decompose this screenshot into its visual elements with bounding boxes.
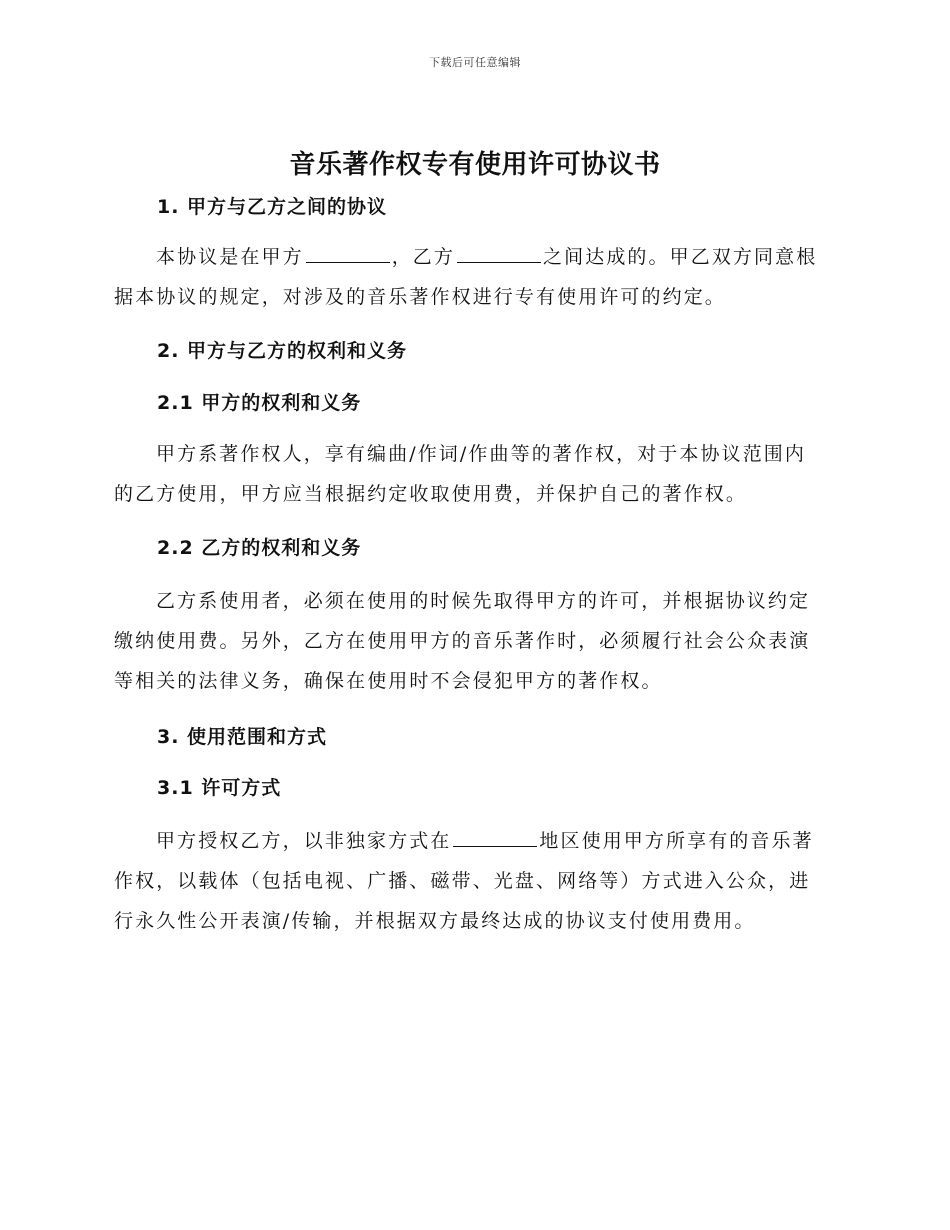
section-2-2-paragraph (114, 581, 830, 701)
section-1-heading: 1. 甲方与乙方之间的协议 (157, 196, 388, 218)
document-title: 音乐著作权专有使用许可协议书 (289, 150, 661, 180)
paragraph-line: 甲方系著作权人，享有编曲/作词/作曲等的著作权，对于本协议范围内 (156, 443, 807, 465)
paragraph-line (114, 237, 830, 277)
section-2-1-heading: 2.1 甲方的权利和义务 (157, 392, 362, 414)
section-3-1-paragraph (114, 821, 830, 941)
section-2-heading: 2. 甲方与乙方的权利和义务 (157, 340, 408, 362)
party-b-blank (457, 244, 541, 263)
section-3-1-heading: 3.1 许可方式 (157, 777, 282, 799)
paragraph-line: 乙方系使用者，必须在使用的时候先取得甲方的许可，并根据协议约定 (156, 590, 811, 612)
text-segment: 之间达成的。甲乙双方同意根 (543, 246, 818, 268)
section-2-1-paragraph (114, 434, 830, 514)
paragraph-line: 据本协议的规定，对涉及的音乐著作权进行专有使用许可的约定。 (114, 286, 726, 308)
text-segment: 甲方授权乙方，以非独家方式在 (156, 830, 452, 852)
paragraph-line: 的乙方使用，甲方应当根据约定收取使用费，并保护自己的著作权。 (114, 483, 748, 505)
text-segment: 本协议是在甲方 (156, 246, 304, 268)
party-a-blank (306, 244, 390, 263)
section-2-2-heading: 2.2 乙方的权利和义务 (157, 537, 362, 559)
section-1-paragraph (114, 237, 830, 317)
text-segment: 地区使用甲方所享有的音乐著 (539, 830, 814, 852)
region-blank (453, 828, 537, 847)
section-3-heading: 3. 使用范围和方式 (157, 726, 328, 748)
paragraph-line: 作权，以载体（包括电视、广播、磁带、光盘、网络等）方式进入公众，进 (114, 870, 811, 892)
paragraph-line: 等相关的法律义务，确保在使用时不会侵犯甲方的著作权。 (114, 670, 663, 692)
header-note: 下载后可任意编辑 (429, 56, 521, 69)
text-segment: ，乙方 (391, 246, 456, 268)
paragraph-line (114, 821, 830, 861)
paragraph-line: 缴纳使用费。另外，乙方在使用甲方的音乐著作时，必须履行社会公众表演 (114, 630, 811, 652)
paragraph-line: 行永久性公开表演/传输，并根据双方最终达成的协议支付使用费用。 (114, 910, 756, 932)
